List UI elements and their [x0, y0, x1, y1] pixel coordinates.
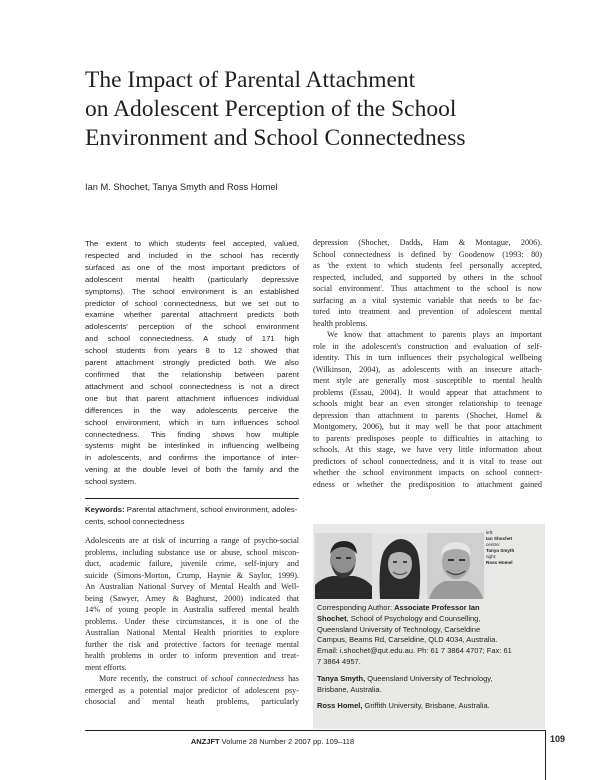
body-column-right: [313, 237, 542, 490]
caption-name: Ian Shochet: [486, 535, 513, 541]
author-photo-smyth: [372, 533, 426, 599]
abstract-line: predictor of school connectedness, but we set out to: [85, 298, 299, 308]
portrait-image: [315, 533, 372, 599]
body-line: schools might bear an even stronger relationship to teenage: [313, 399, 542, 408]
keywords-divider: [85, 498, 299, 499]
body-column-left: [85, 535, 299, 708]
body-line: further the risk and protective factors for teenage mental: [85, 639, 299, 649]
affiliation-text: Campus, Beams Rd, Carseldine, QLD 4034, Australia.: [317, 635, 498, 645]
body-line: surfacing as a vital systemic variable that needs to be fac-: [313, 295, 542, 305]
body-line: chosocial and mental heath problems, particularly: [85, 697, 299, 706]
abstract-line: adolescents' perception of the school environment: [85, 322, 299, 332]
title-line: on Adolescent Perception of the School: [85, 96, 457, 122]
body-line: schools. At this stage, we have very little information about: [313, 445, 542, 454]
footer-divider: [85, 730, 545, 731]
body-line: (Wilkinson, 2004), as adolescents with an insecure attach-: [313, 364, 542, 374]
body-line: depression than attachment to parents (Shochet, Homel &: [313, 410, 542, 420]
body-line: health problems in order to inform prevention and treat-: [85, 651, 299, 660]
body-line: edness or whether the predisposition to attachment gained: [313, 479, 542, 489]
caption-label: right:: [486, 553, 497, 559]
body-line: More recently, the construct of school connectedness has: [99, 674, 299, 683]
affiliation-text: Queensland University of Technology,: [365, 673, 493, 683]
affiliation-text: , School of Psychology and Counselling,: [346, 613, 481, 623]
keywords: [85, 504, 299, 527]
abstract-line: and school connectedness. A study of 171 high: [85, 334, 299, 344]
body-line: problems (Essau, 2004). It would appear that attachment to: [313, 387, 542, 397]
caption-label: centre:: [486, 541, 501, 547]
body-line: suicide (Simons-Morton, Crump, Haynie & Saylor, 1999).: [85, 570, 299, 580]
abstract-line: school environment, which in turn influences school: [85, 417, 299, 427]
body-line: duct, academic failure, juvenile crime, self-injury and: [85, 559, 299, 568]
body-line: respected, included, and supported by others in the school: [313, 272, 542, 282]
abstract-line: adolescent mental health (particularly depressive: [85, 274, 299, 284]
body-line: School connectedness is defined by Goodenow (1993: 80): [313, 249, 542, 259]
abstract-line: differences in the way adolescents perceive the: [85, 405, 299, 415]
title-line: Environment and School Connectedness: [85, 125, 466, 151]
body-line: ment efforts.: [85, 662, 127, 672]
corresponding-name: Shochet: [317, 613, 347, 623]
photo-captions: [486, 530, 514, 565]
body-line: social environment'. Thus attachment to the school is now: [313, 284, 542, 293]
abstract-line: school students from years 8 to 12 showed that: [85, 346, 299, 356]
abstract-line: respected and included in the school has recently: [85, 250, 299, 260]
caption-name: Tanya Smyth: [486, 547, 515, 553]
affiliation-text: Brisbane, Australia.: [317, 684, 382, 694]
caption-name: Ross Homel: [486, 559, 513, 565]
abstract-line: parent attachment strongly predicted both. We also: [85, 358, 299, 368]
abstract-line: in adolescents, and confirms the importance of inter-: [85, 453, 299, 463]
abstract-line: examine whether parental attachment predicts both: [85, 310, 299, 320]
body-line: identity. This in turn influences their psychological wellbeing: [313, 353, 542, 362]
abstract-line: connectedness. This finding shows how multiple: [85, 429, 299, 439]
affiliation-text: Queensland University of Technology, Carseldine: [317, 624, 481, 634]
body-line: tored into treatment and prevention of adolescent mental: [313, 307, 542, 316]
page-number: 109: [550, 734, 566, 744]
body-line: health problems.: [313, 318, 368, 328]
abstract-line: one but that parent attachment influences individual: [85, 393, 299, 403]
body-line: depression (Shochet, Dadds, Ham & Montague, 2006).: [313, 238, 542, 247]
body-line: Adolescents are at risk of incurring a range of psycho-social: [85, 536, 299, 545]
abstract-line: surfaced as one of the most important predictors of: [85, 262, 299, 272]
affiliation-text: Griffith University, Brisbane, Australia.: [362, 701, 490, 711]
coauthor-name: Ross Homel,: [317, 701, 363, 711]
coauthor-name: Tanya Smyth,: [317, 673, 366, 683]
contact-details: 7 3864 4957.: [317, 656, 361, 666]
contact-details: Email: i.shochet@qut.edu.au. Ph: 61 7 3864 4707; Fax: 61: [317, 646, 512, 656]
author-photo-shochet: [315, 533, 372, 599]
abstract-line: systems might be interlinked in influencing wellbeing: [85, 441, 299, 451]
body-line: An Australian National Survey of Mental Health and Well-: [85, 582, 299, 591]
body-line: predictors of school connectedness, and it is vital to tease out: [313, 456, 542, 466]
abstract-line: vening at the double level of both the family and the: [85, 465, 299, 475]
body-line: whether the school environment impacts on school connect-: [313, 468, 542, 477]
body-line: role in the adolescent's construction and evaluation of self-: [313, 341, 542, 351]
body-line: problems, including substance use or abuse, school miscon-: [85, 547, 299, 557]
running-footer: [0, 737, 545, 746]
corresponding-label: Corresponding Author:: [317, 603, 395, 612]
abstract-line: confirmed that the relationship between parent: [85, 369, 299, 379]
body-line: to parents predisposes people to difficulties in attaching to: [313, 433, 542, 443]
article-title: [85, 66, 525, 153]
body-line: as 'the extent to which students feel personally accepted,: [313, 261, 542, 270]
keywords-text: cents, school connectedness: [85, 516, 185, 526]
keywords-label: Keywords:: [85, 505, 125, 514]
abstract-line: attachment and school connectedness is not a direct: [85, 381, 299, 391]
issue-details: Volume 28 Number 2 2007 pp. 109–118: [219, 737, 355, 746]
corresponding-name: Associate Professor Ian: [394, 603, 480, 612]
body-line: 14% of young people in Australia suffered mental health: [85, 605, 299, 614]
body-line: We know that attachment to parents plays an important: [327, 330, 542, 339]
author-info-box: [313, 524, 545, 729]
portrait-image: [372, 533, 426, 599]
abstract-line: The extent to which students feel accepted, valued,: [85, 239, 299, 248]
abstract: [85, 238, 299, 488]
body-line: Montgomery, 2006), but it may well be that poor attachment: [313, 422, 542, 431]
title-line: The Impact of Parental Attachment: [85, 67, 416, 93]
body-line: problems. Under these circumstances, it is one of the: [85, 616, 299, 626]
portrait-image: [427, 533, 484, 599]
emphasis-term: school connectedness: [211, 674, 285, 683]
abstract-line: school system.: [85, 477, 137, 487]
keywords-text: Parental attachment, school environment, adoles-: [126, 505, 298, 514]
body-line: ment style are generally most susceptible to mental health: [313, 376, 542, 385]
caption-label: left:: [486, 530, 494, 535]
body-line: emerged as a potential major predictor of adolescent psy-: [85, 685, 299, 695]
abstract-line: symptoms). The school environment is an established: [85, 286, 299, 296]
author-list: Ian M. Shochet, Tanya Smyth and Ross Homel: [85, 182, 278, 192]
journal-abbrev: ANZJFT: [190, 737, 220, 746]
corresponding-author: [317, 603, 535, 712]
body-line: Australian National Mental Health priorities to explore: [85, 628, 299, 637]
author-photo-homel: [427, 533, 484, 599]
body-line: being (Sawyer, Arney & Baghurst, 2000) indicated that: [85, 593, 299, 603]
